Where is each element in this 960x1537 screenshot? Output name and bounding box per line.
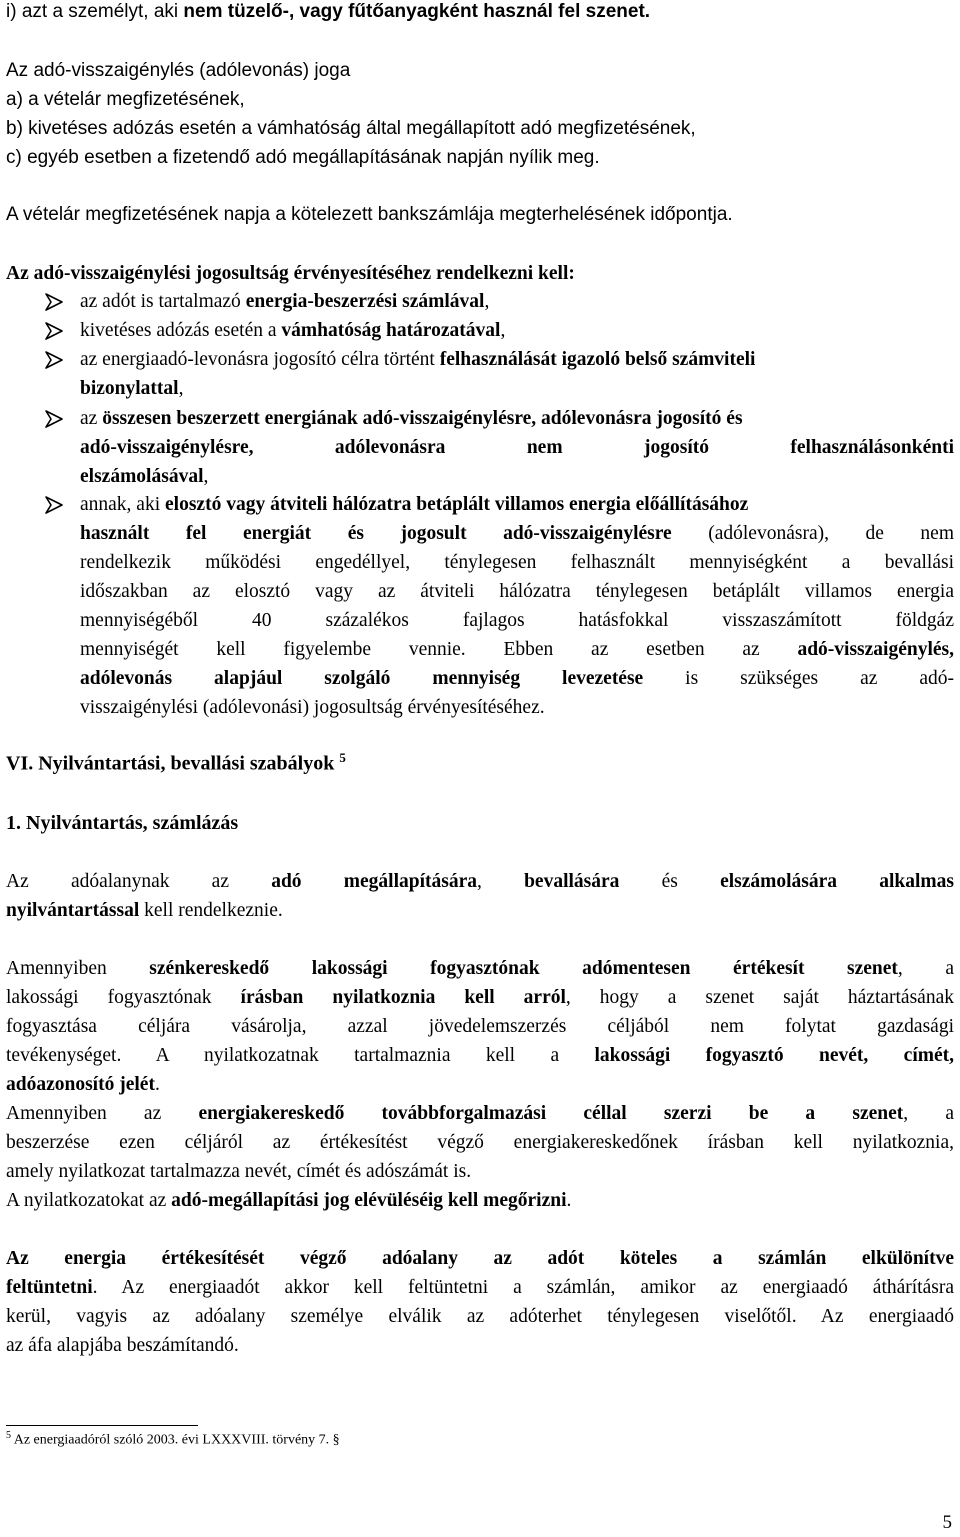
bold-text: összesen beszerzett energiának adó-visszaigénylésre, adólevonásra jogosító és	[102, 408, 743, 429]
text-line	[80, 377, 183, 401]
text-span: A nyilatkozatokat az	[6, 1190, 172, 1211]
text-span: ,	[500, 320, 506, 341]
text-span: kell rendelkeznie.	[139, 900, 283, 921]
bullet-item	[80, 407, 743, 431]
footnote-mark: 5	[6, 1430, 11, 1441]
text-span: lakossági fogyasztónak	[6, 987, 241, 1008]
footnote-divider	[6, 1425, 198, 1426]
bold-text: Az adó-visszaigénylési jogosultság érvényesítéséhez rendelkezni kell:	[6, 263, 575, 284]
text-line	[6, 0, 650, 24]
text-span: Amennyiben az	[6, 1103, 199, 1124]
text-span: mennyiségét kell figyelembe vennie. Ebben az esetben az	[80, 639, 798, 660]
text-span: , hogy a szenet saját háztartásának	[565, 987, 954, 1008]
arrow-bullet-icon	[44, 321, 64, 341]
bullet-item	[80, 319, 505, 343]
text-line: mennyiségéből 40 százalékos fajlagos hatásfokkal visszaszámított földgáz	[80, 610, 954, 631]
bold-text: feltüntetni	[6, 1277, 93, 1298]
text-line	[6, 957, 954, 981]
bold-text: adó megállapítására	[271, 871, 477, 892]
bold-text: elszámolásával	[80, 466, 204, 487]
text-span: .	[154, 1074, 160, 1095]
bold-text: használt fel energiát és jogosult adó-visszaigénylésre	[80, 523, 672, 544]
bold-text: adó-visszaigénylés,	[797, 639, 954, 660]
text-line	[80, 465, 208, 489]
text-span: (adólevonásra), de nem	[671, 523, 954, 544]
text-span: az energiaadó-levonásra jogosító célra történt	[80, 349, 440, 370]
bullet-item	[80, 493, 748, 517]
text-span: ,	[178, 378, 184, 399]
text-span: kivetéses adózás esetén a	[80, 320, 282, 341]
text-line	[6, 1044, 954, 1068]
text-span: . Az energiaadót akkor kell feltüntetni a számlán, amikor az energiaadó áthárításra	[92, 1277, 954, 1298]
text-span: ,	[203, 466, 209, 487]
bold-text: felhasználását igazoló belső számviteli	[439, 349, 756, 370]
text-line: A vételár megfizetésének napja a kötelezett bankszámlája megterhelésének időpontja.	[6, 204, 733, 225]
text-line: amely nyilatkozat tartalmazza nevét, címét és adószámát is.	[6, 1161, 472, 1182]
bold-text: lakossági fogyasztó nevét, címét,	[594, 1045, 954, 1066]
text-line	[80, 667, 954, 691]
text-line	[6, 1247, 954, 1271]
subsection-heading: 1. Nyilvántartás, számlázás	[6, 812, 239, 834]
arrow-bullet-icon	[44, 350, 64, 370]
footnote	[6, 1430, 340, 1449]
section-heading	[6, 750, 346, 776]
bold-text: adó-visszaigénylésre, adólevonásra nem jogosító felhasználásonkénti	[80, 437, 954, 458]
text-span: is szükséges az adó-	[643, 668, 954, 689]
text-line: b) kivetéses adózás esetén a vámhatóság által megállapított adó megfizetésének,	[6, 118, 696, 139]
bold-text: bizonylattal	[80, 378, 179, 399]
text-line	[80, 436, 954, 460]
text-line: visszaigénylési (adólevonási) jogosultság érvényesítéséhez.	[80, 697, 545, 718]
text-span: az adót is tartalmazó	[80, 291, 246, 312]
text-line: Az adó-visszaigénylés (adólevonás) joga	[6, 60, 351, 81]
text-span: Amennyiben	[6, 958, 150, 979]
text-span: ,	[476, 871, 525, 892]
bold-text: szénkereskedő lakossági fogyasztónak adómentesen értékesít szenet	[149, 958, 898, 979]
bold-text: energia-beszerzési számlával	[245, 291, 485, 312]
text-span: , a	[897, 958, 955, 979]
bold-text: elszámolására alkalmas	[720, 871, 954, 892]
text-line: kerül, vagyis az adóalany személye elválik az adóterhet ténylegesen viselőtől. Az energiaadó	[6, 1306, 954, 1327]
bold-text: nyilvántartással	[6, 900, 140, 921]
text-span: , a	[903, 1103, 955, 1124]
arrow-bullet-icon	[44, 495, 64, 515]
text-line: a) a vételár megfizetésének,	[6, 89, 245, 110]
text-line	[6, 1276, 954, 1300]
footnote-text: Az energiaadóról szóló 2003. évi LXXXVIII. törvény 7. §	[11, 1432, 340, 1448]
heading-text: VI. Nyilvántartási, bevallási szabályok	[6, 752, 335, 775]
text-span: és	[619, 871, 721, 892]
bold-text: adó-megállapítási jog elévüléséig kell megőrizni	[171, 1190, 567, 1211]
bullet-item	[80, 348, 755, 372]
text-line	[6, 262, 575, 286]
text-span: .	[566, 1190, 572, 1211]
text-span: annak, aki	[80, 494, 166, 515]
text-line	[6, 1102, 954, 1126]
arrow-bullet-icon	[44, 409, 64, 429]
bold-text: nem tüzelő-, vagy fűtőanyagként használ fel szenet.	[183, 1, 651, 22]
text-line: rendelkezik működési engedéllyel, ténylegesen felhasznált mennyiségként a bevallási	[80, 552, 954, 573]
bold-text: írásban nyilatkoznia kell arról	[240, 987, 566, 1008]
text-line	[6, 1073, 160, 1097]
text-line	[6, 1189, 571, 1213]
text-span: i) azt a személyt, aki	[6, 1, 184, 22]
bullet-item	[80, 290, 489, 314]
text-line	[6, 870, 954, 894]
bold-text: adóazonosító jelét	[6, 1074, 155, 1095]
bold-text: energiakereskedő továbbforgalmazási céllal szerzi be a szenet	[198, 1103, 904, 1124]
text-span: Az adóalanynak az	[6, 871, 272, 892]
text-span: ,	[484, 291, 490, 312]
page-number: 5	[942, 1512, 952, 1533]
bold-text: adólevonás alapjául szolgáló mennyiség levezetése	[80, 668, 644, 689]
text-span: tevékenységet. A nyilatkozatnak tartalmaznia kell a	[6, 1045, 595, 1066]
footnote-ref: 5	[339, 750, 346, 765]
text-span: az	[80, 408, 103, 429]
text-line: fogyasztása céljára vásárolja, azzal jövedelemszerzés céljából nem folytat gazdasági	[6, 1016, 954, 1037]
bold-text: bevallására	[524, 871, 620, 892]
text-line	[6, 986, 954, 1010]
text-line	[6, 899, 283, 923]
bold-text: elosztó vagy átviteli hálózatra betáplált villamos energia előállításához	[165, 494, 749, 515]
text-line: az áfa alapjába beszámítandó.	[6, 1335, 239, 1356]
bold-text: vámhatóság határozatával	[281, 320, 501, 341]
text-line	[80, 638, 954, 662]
text-line: beszerzése ezen céljáról az értékesítést végző energiakereskedőnek írásban kell nyilatkoznia,	[6, 1132, 954, 1153]
arrow-bullet-icon	[44, 292, 64, 312]
bold-text: Az energia értékesítését végző adóalany az adót köteles a számlán elkülönítve	[6, 1248, 954, 1269]
text-line: c) egyéb esetben a fizetendő adó megállapításának napján nyílik meg.	[6, 147, 600, 168]
text-line	[80, 522, 954, 546]
text-line: időszakban az elosztó vagy az átviteli hálózatra ténylegesen betáplált villamos energia	[80, 581, 954, 602]
